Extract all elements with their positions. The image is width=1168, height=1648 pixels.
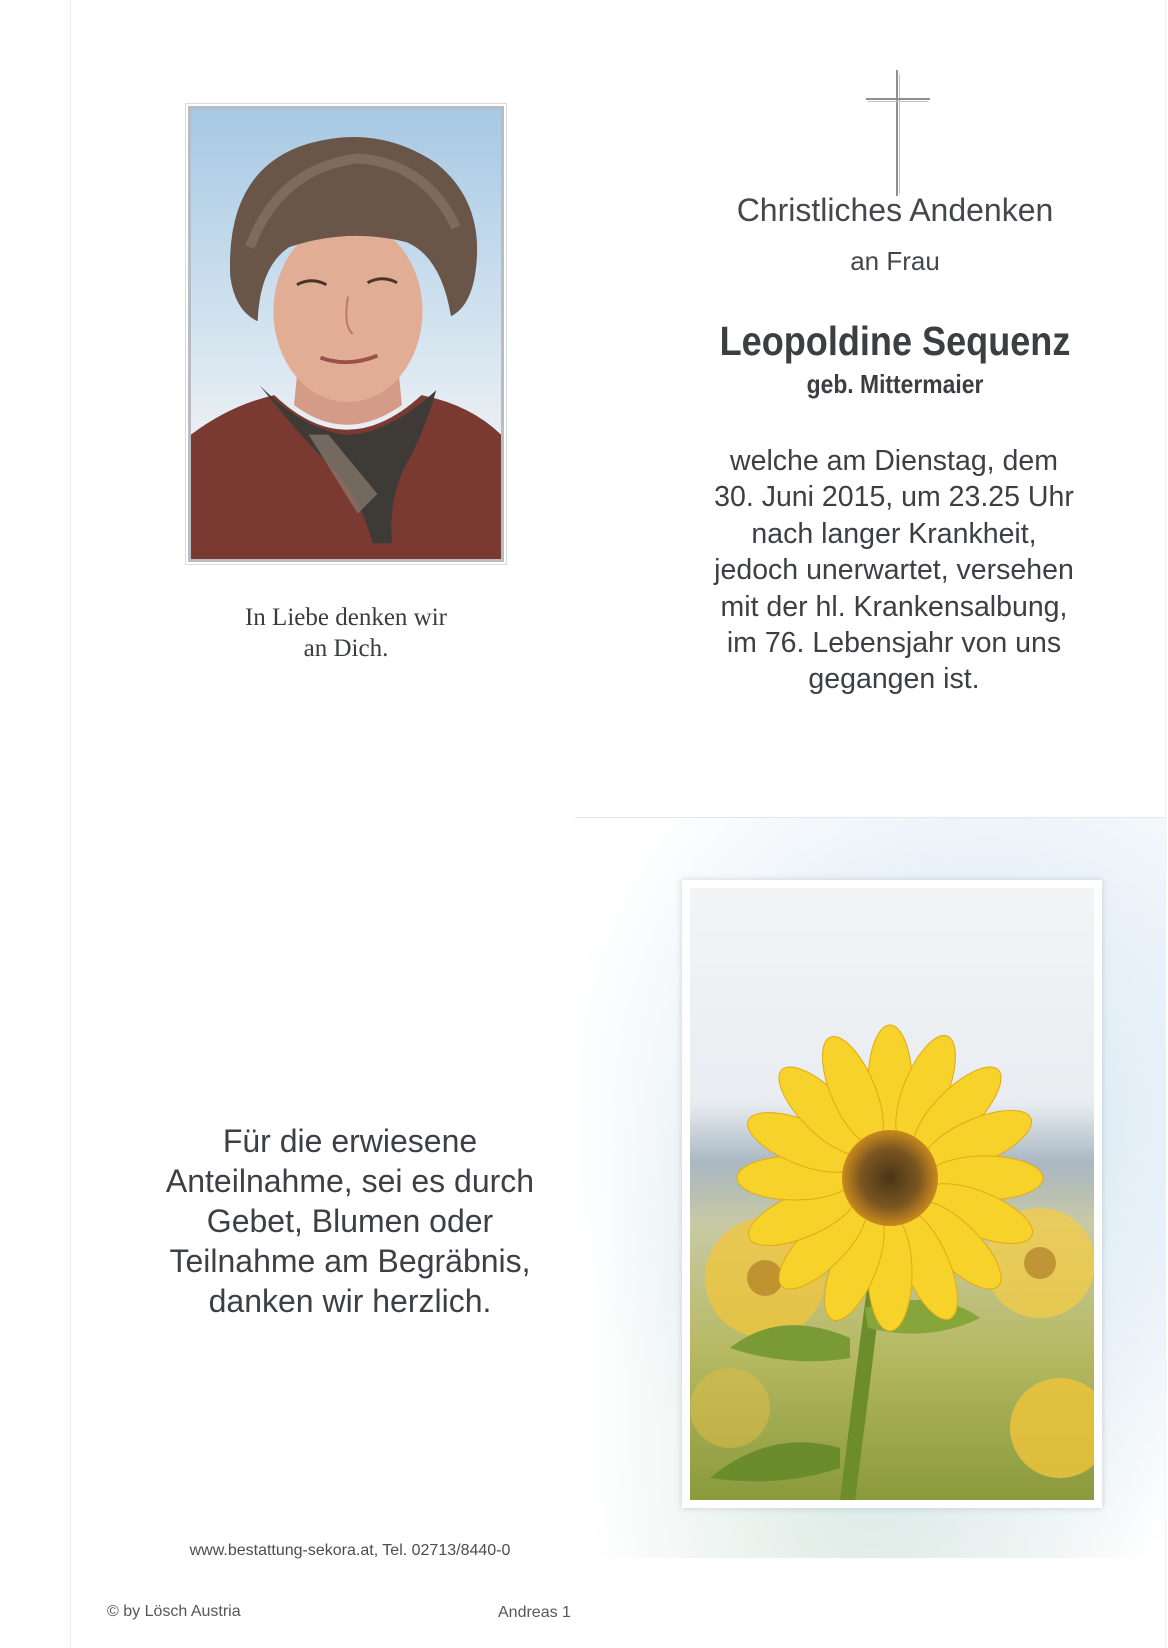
thanks-line: Für die erwiesene <box>222 1123 478 1159</box>
heading: Christliches Andenken <box>736 192 1054 228</box>
cross-icon <box>866 70 930 196</box>
sheet-edge <box>70 0 71 1648</box>
death-notice-line: mit der hl. Krankensalbung, <box>720 590 1068 623</box>
love-text-line: an Dich. <box>303 635 389 662</box>
portrait-photo <box>188 106 504 562</box>
sunflower-illustration <box>690 888 1094 1500</box>
sunflower-frame <box>682 880 1102 1508</box>
thanks-text <box>130 1121 570 1321</box>
deceased-name: Leopoldine Sequenz <box>719 318 1071 364</box>
sunflower-photo <box>690 888 1094 1500</box>
reference-code: Andreas 1 <box>498 1604 571 1621</box>
thanks-line: Teilnahme am Begräbnis, <box>169 1243 531 1279</box>
maiden-name: geb. Mittermaier <box>806 369 984 399</box>
death-notice-line: gegangen ist. <box>808 663 980 696</box>
contact-info: www.bestattung-sekora.at, Tel. 02713/8440-0 <box>189 1542 511 1559</box>
copyright: © by Lösch Austria <box>107 1603 241 1620</box>
thanks-line: danken wir herzlich. <box>208 1283 492 1319</box>
thanks-line: Anteilnahme, sei es durch <box>165 1163 535 1199</box>
death-notice-line: welche am Dienstag, dem <box>730 445 1058 477</box>
death-notice-line: jedoch unerwartet, versehen <box>714 554 1074 587</box>
love-text-line: In Liebe denken wir <box>244 604 447 631</box>
subheading: an Frau <box>850 246 940 276</box>
love-text <box>188 602 504 664</box>
death-notice-line: nach langer Krankheit, <box>751 517 1037 550</box>
death-notice <box>672 443 1116 698</box>
death-notice-line: im 76. Lebensjahr von uns <box>726 627 1062 660</box>
sheet-edge-right <box>1165 0 1166 1648</box>
death-notice-line: 30. Juni 2015, um 23.25 Uhr <box>714 481 1074 514</box>
portrait-illustration <box>191 109 501 559</box>
thanks-line: Gebet, Blumen oder <box>206 1203 494 1239</box>
